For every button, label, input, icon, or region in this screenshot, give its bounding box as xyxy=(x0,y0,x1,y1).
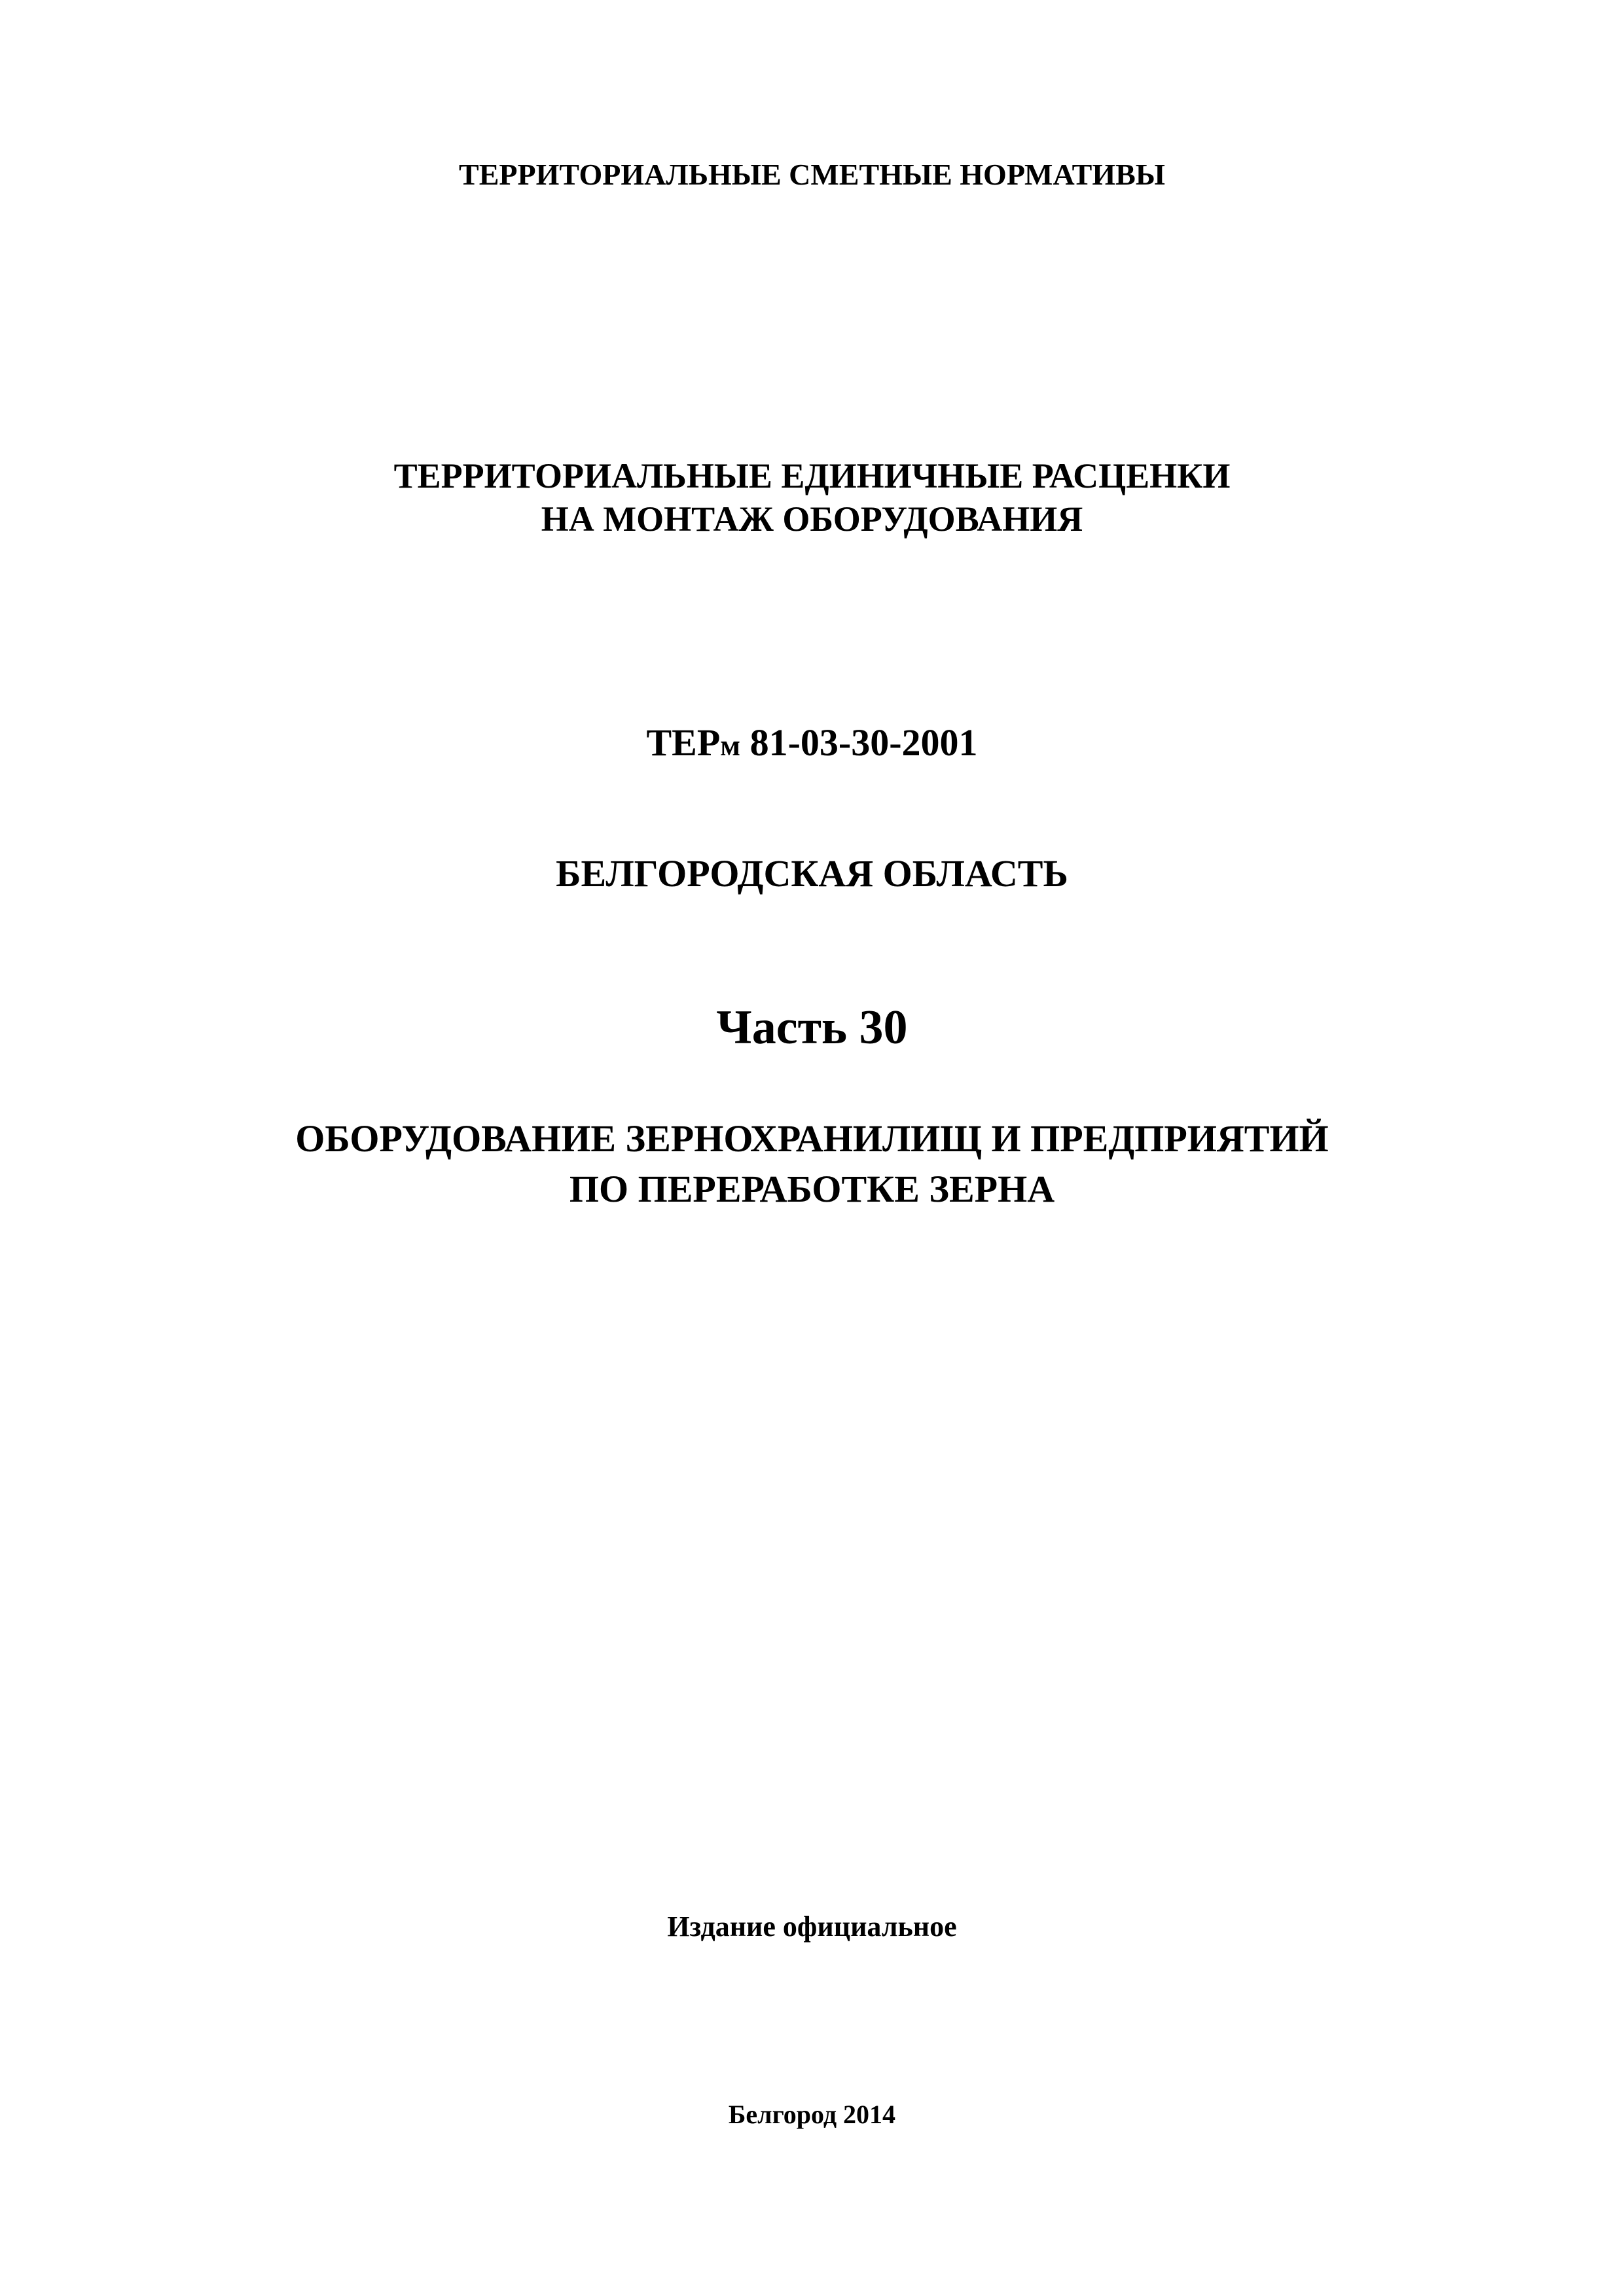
subject-line-2: ПО ПЕРЕРАБОТКЕ ЗЕРНА xyxy=(569,1168,1055,1210)
document-title-line-2: НА МОНТАЖ ОБОРУДОВАНИЯ xyxy=(541,499,1083,539)
document-header: ТЕРРИТОРИАЛЬНЫЕ СМЕТНЫЕ НОРМАТИВЫ xyxy=(459,158,1165,191)
document-code-suffix: м xyxy=(720,729,741,762)
part-number: Часть 30 xyxy=(716,1001,908,1054)
imprint: Белгород 2014 xyxy=(728,2100,896,2129)
subject-line-1: ОБОРУДОВАНИЕ ЗЕРНОХРАНИЛИЩ И ПРЕДПРИЯТИЙ xyxy=(295,1117,1329,1160)
document-title-line-1: ТЕРРИТОРИАЛЬНЫЕ ЕДИНИЧНЫЕ РАСЦЕНКИ xyxy=(393,456,1231,495)
region-name: БЕЛГОРОДСКАЯ ОБЛАСТЬ xyxy=(556,852,1068,895)
edition-note: Издание официальное xyxy=(667,1910,957,1943)
document-code xyxy=(0,721,1624,764)
document-code-prefix: ТЕР xyxy=(646,721,721,764)
document-code-number: 81-03-30-2001 xyxy=(740,721,978,764)
